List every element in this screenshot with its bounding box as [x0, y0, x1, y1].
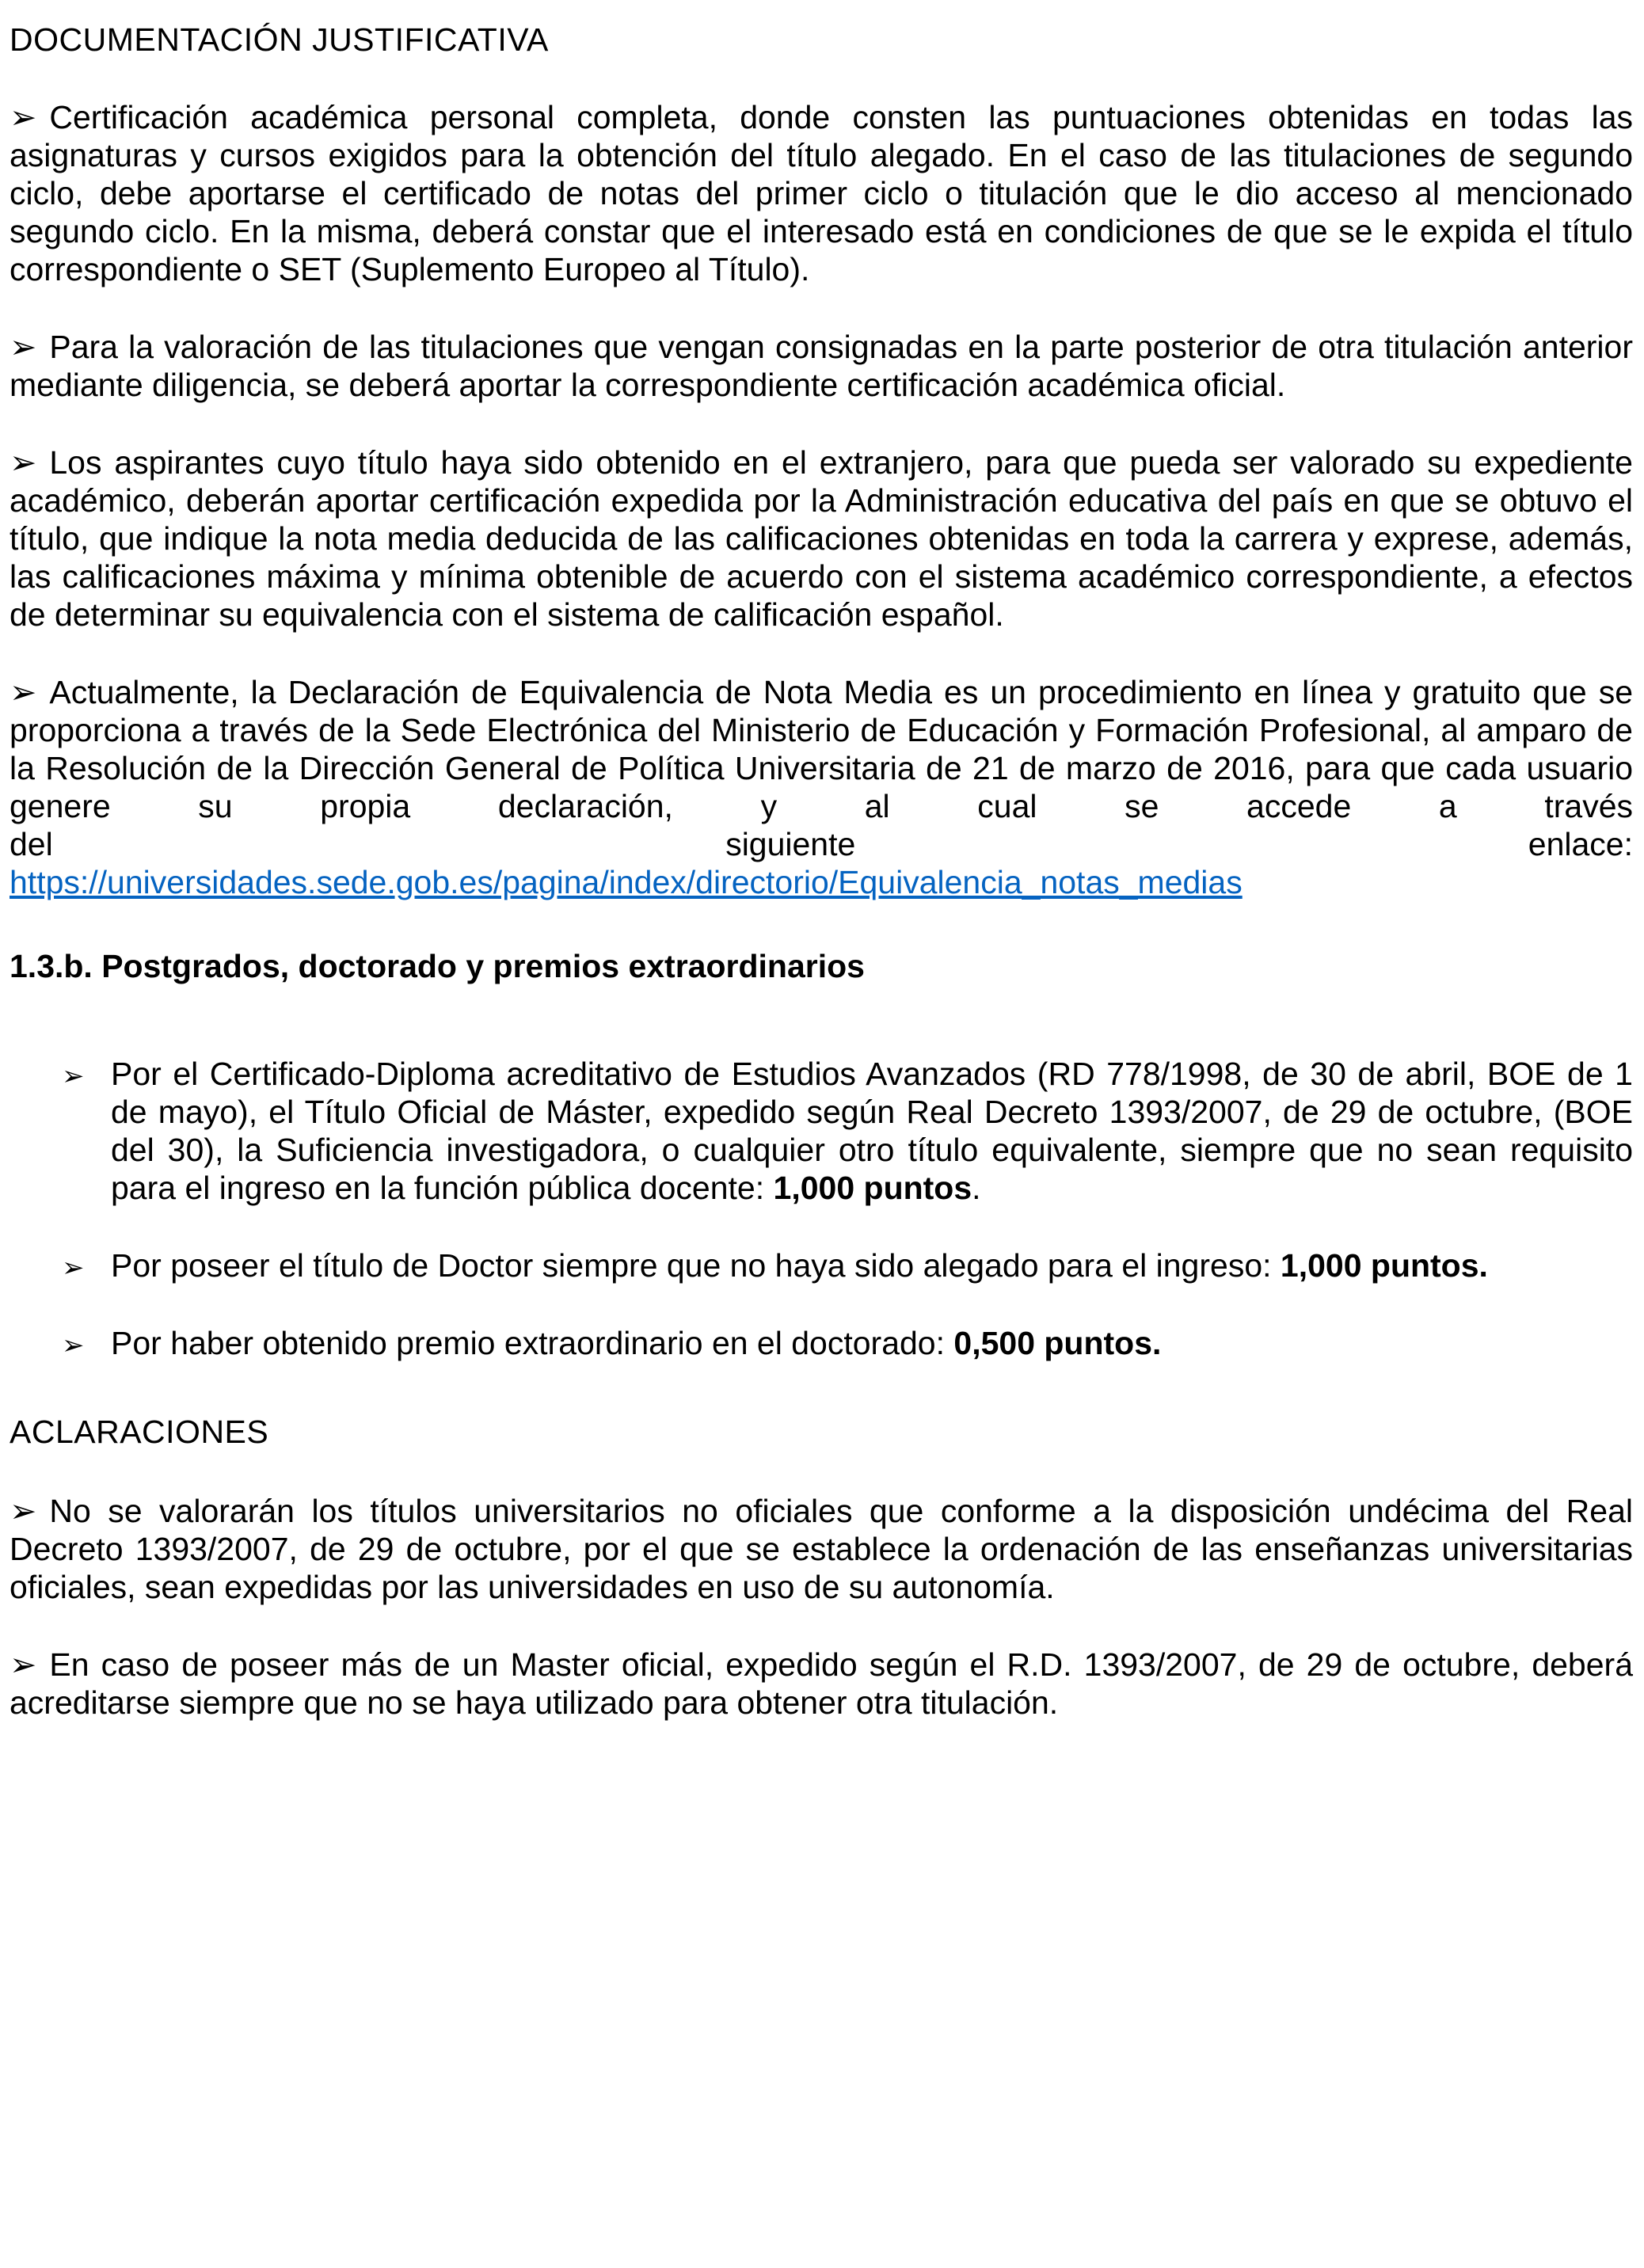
- justified-spread-line: [10, 825, 1633, 863]
- paragraph-text: Actualmente, la Declaración de Equivalencia de Nota Media es un procedimiento en línea y gratuito que se proporciona a través de la Sede Electrónica del Ministerio de Educación y Formación Profesional, al amparo de la Resolución de la Dirección General de Política Universitaria de 21 de marzo de 2016, para que cada usuario genere su propia declaración, y al cual se accede a través: [10, 674, 1633, 824]
- list-item-body: Por poseer el título de Doctor siempre que no haya sido alegado para el ingreso:: [111, 1247, 1281, 1284]
- list-item-premio-extraordinario: [10, 1324, 1633, 1362]
- intro-bullet-4: [10, 673, 1633, 825]
- list-item-certificado-diploma: [10, 1055, 1633, 1207]
- document-title: DOCUMENTACIÓN JUSTIFICATIVA: [10, 21, 549, 58]
- paragraph-text: No se valorarán los títulos universitarios no oficiales que conforme a la disposición undécima del Real Decreto 1393/2007, de 29 de octubre, por el que se establece la ordenación de las enseñanzas universitarias oficiales, sean expedidas por las universidades en uso de su autonomía.: [10, 1493, 1633, 1605]
- arrow-bullet-icon: ➢: [10, 98, 37, 136]
- spread-word: del: [10, 826, 53, 862]
- list-item-text: [111, 1325, 1161, 1361]
- spread-word: siguiente: [725, 826, 856, 862]
- equivalencia-notas-medias-link[interactable]: https://universidades.sede.gob.es/pagina/index/directorio/Equivalencia_notas_medias: [10, 864, 1243, 900]
- arrow-bullet-icon: ➢: [10, 443, 37, 481]
- arrow-bullet-icon: ➢: [10, 1492, 37, 1530]
- paragraph-text: Para la valoración de las titulaciones que vengan consignadas en la parte posterior de otra titulación anterior mediante diligencia, se deberá aportar la correspondiente certificación académica oficial.: [10, 329, 1633, 403]
- section-heading-aclaraciones: ACLARACIONES: [10, 1414, 269, 1450]
- list-item-text: [111, 1247, 1488, 1284]
- arrow-bullet-icon: ➢: [62, 1252, 85, 1284]
- arrow-bullet-icon: ➢: [10, 328, 37, 366]
- list-item-suffix: .: [972, 1170, 981, 1206]
- arrow-bullet-icon: ➢: [10, 1646, 37, 1684]
- points-value: 0,500 puntos.: [953, 1325, 1162, 1361]
- intro-bullet-3: [10, 443, 1633, 634]
- spread-word: enlace:: [1528, 826, 1633, 862]
- paragraph-text: Certificación académica personal completa, donde consten las puntuaciones obtenidas en todas las asignaturas y cursos exigidos para la obtención del título alegado. En el caso de las titulaciones de segundo ciclo, debe aportarse el certificado de notas del primer ciclo o titulación que le dio acceso al mencionado segundo ciclo. En la misma, deberá constar que el interesado está en condiciones de que se le expida el título correspondiente o SET (Suplemento Europeo al Título).: [10, 99, 1633, 287]
- intro-bullet-2: [10, 328, 1633, 404]
- link-line: [10, 863, 1633, 901]
- intro-bullet-1: [10, 98, 1633, 288]
- section-heading-postgrados: 1.3.b. Postgrados, doctorado y premios extraordinarios: [10, 948, 865, 984]
- points-value: 1,000 puntos.: [1280, 1247, 1488, 1284]
- paragraph-text: En caso de poseer más de un Master oficial, expedido según el R.D. 1393/2007, de 29 de octubre, deberá acreditarse siempre que no se haya utilizado para obtener otra titulación.: [10, 1646, 1633, 1721]
- list-item-titulo-doctor: [10, 1246, 1633, 1284]
- aclaraciones-bullet-1: [10, 1492, 1633, 1606]
- postgrados-list: [10, 1055, 1633, 1362]
- arrow-bullet-icon: ➢: [10, 673, 37, 711]
- list-item-body: Por el Certificado-Diploma acreditativo de Estudios Avanzados (RD 778/1998, de 30 de abril, BOE de 1 de mayo), el Título Oficial de Máster, expedido según Real Decreto 1393/2007, de 29 de octubre, (BOE del 30), la Suficiencia investigadora, o cualquier otro título equivalente, siempre que no sean requisito para el ingreso en la función pública docente:: [111, 1056, 1633, 1206]
- list-item-body: Por haber obtenido premio extraordinario en el doctorado:: [111, 1325, 954, 1361]
- arrow-bullet-icon: ➢: [62, 1330, 85, 1361]
- points-value: 1,000 puntos: [773, 1170, 972, 1206]
- arrow-bullet-icon: ➢: [62, 1060, 85, 1092]
- list-item-text: [111, 1056, 1633, 1206]
- paragraph-text: Los aspirantes cuyo título haya sido obtenido en el extranjero, para que pueda ser valorado su expediente académico, deberán aportar certificación expedida por la Administración educativa del país en que se obtuvo el título, que indique la nota media deducida de las calificaciones obtenidas en toda la carrera y exprese, además, las calificaciones máxima y mínima obtenible de acuerdo con el sistema académico correspondiente, a efectos de determinar su equivalencia con el sistema de calificación español.: [10, 444, 1633, 633]
- aclaraciones-bullet-2: [10, 1646, 1633, 1722]
